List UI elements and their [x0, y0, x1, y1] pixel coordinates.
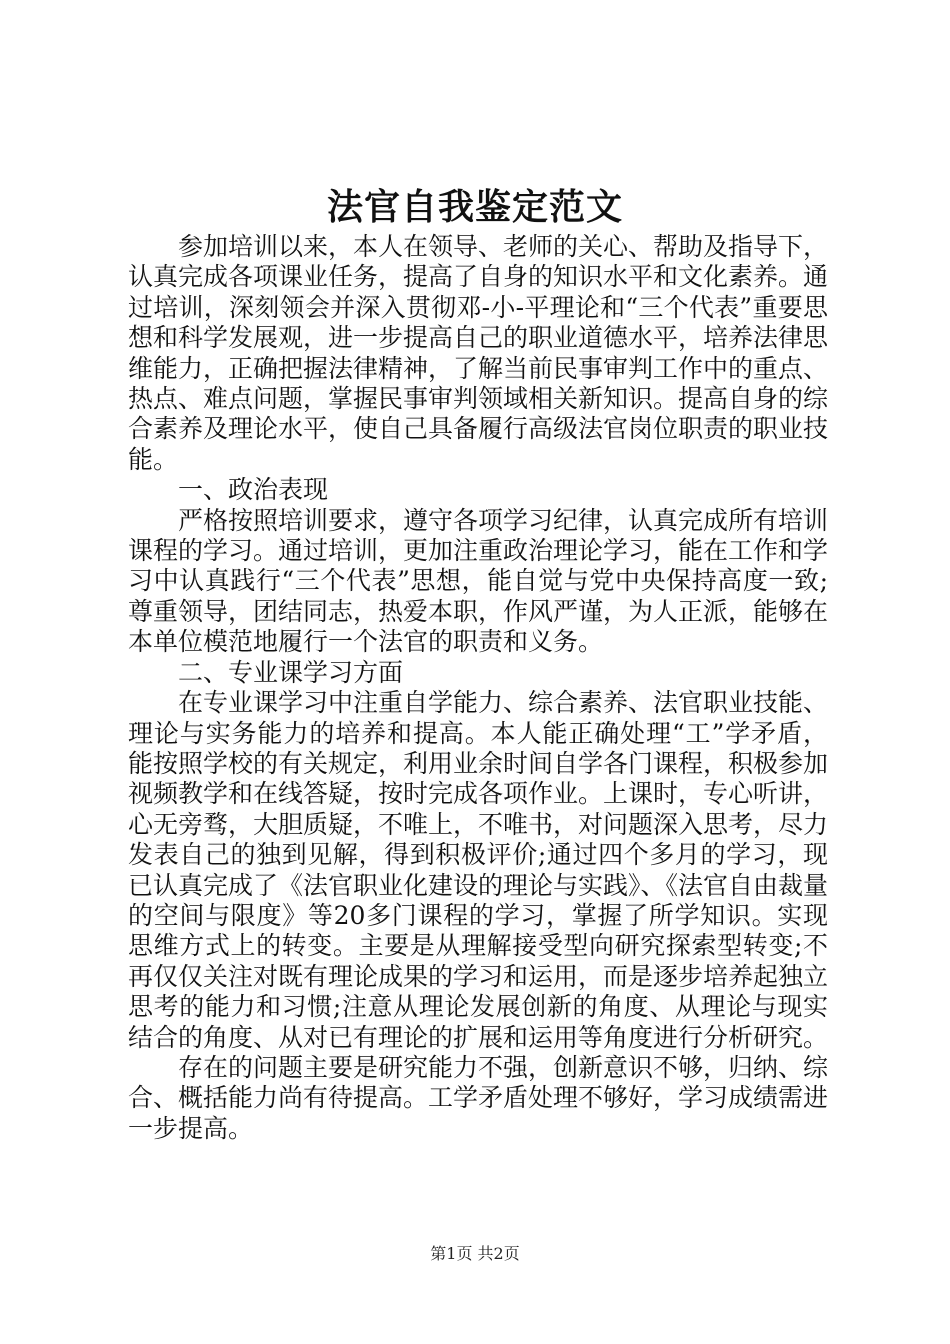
section-heading-professional: 二、专业课学习方面 [178, 657, 404, 687]
paragraph-intro: 参加培训以来，本人在领导、老师的关心、帮助及指导下，认真完成各项课业任务，提高了自身的知识水平和文化素养。通过培训，深刻领会并深入贯彻邓-小-平理论和“三个代表”重要思想和科学发展观，进一步提高自己的职业道德水平，培养法律思维能力，正确把握法律精神，了解当前民事审判工作中的重点、热点、难点问题，掌握民事审判领域相关新知识。提高自身的综合素养及理论水平，使自己具备履行高级法官岗位职责的职业技能。 [128, 232, 829, 474]
page-footer: 第1页 共2页 [430, 1244, 520, 1263]
document-body [128, 232, 828, 1144]
paragraph-political: 严格按照培训要求，遵守各项学习纪律，认真完成所有培训课程的学习。通过培训，更加注重政治理论学习，能在工作和学习中认真践行“三个代表”思想，能自觉与党中央保持高度一致;尊重领导，团结同志，热爱本职，作风严谨，为人正派，能够在本单位模范地履行一个法官的职责和义务。 [128, 505, 829, 657]
section-heading-political: 一、政治表现 [178, 475, 329, 505]
paragraph-problems: 存在的问题主要是研究能力不强，创新意识不够，归纳、综合、概括能力尚有待提高。工学矛盾处理不够好，学习成绩需进一步提高。 [128, 1052, 829, 1143]
page-title: 法官自我鉴定范文 [326, 186, 623, 228]
paragraph-professional: 在专业课学习中注重自学能力、综合素养、法官职业技能、理论与实务能力的培养和提高。本人能正确处理“工”学矛盾，能按照学校的有关规定，利用业余时间自学各门课程，积极参加视频教学和在线答疑，按时完成各项作业。上课时，专心听讲，心无旁骛，大胆质疑，不唯上，不唯书，对问题深入思考，尽力发表自己的独到见解，得到积极评价;通过四个多月的学习，现已认真完成了《法官职业化建设的理论与实践》、《法官自由裁量的空间与限度》等20多门课程的学习，掌握了所学知识。实现思维方式上的转变。主要是从理解接受型向研究探索型转变;不再仅仅关注对既有理论成果的学习和运用，而是逐步培养起独立思考的能力和习惯;注意从理论发展创新的角度、从理论与现实结合的角度、从对已有理论的扩展和运用等角度进行分析研究。 [128, 688, 829, 1052]
